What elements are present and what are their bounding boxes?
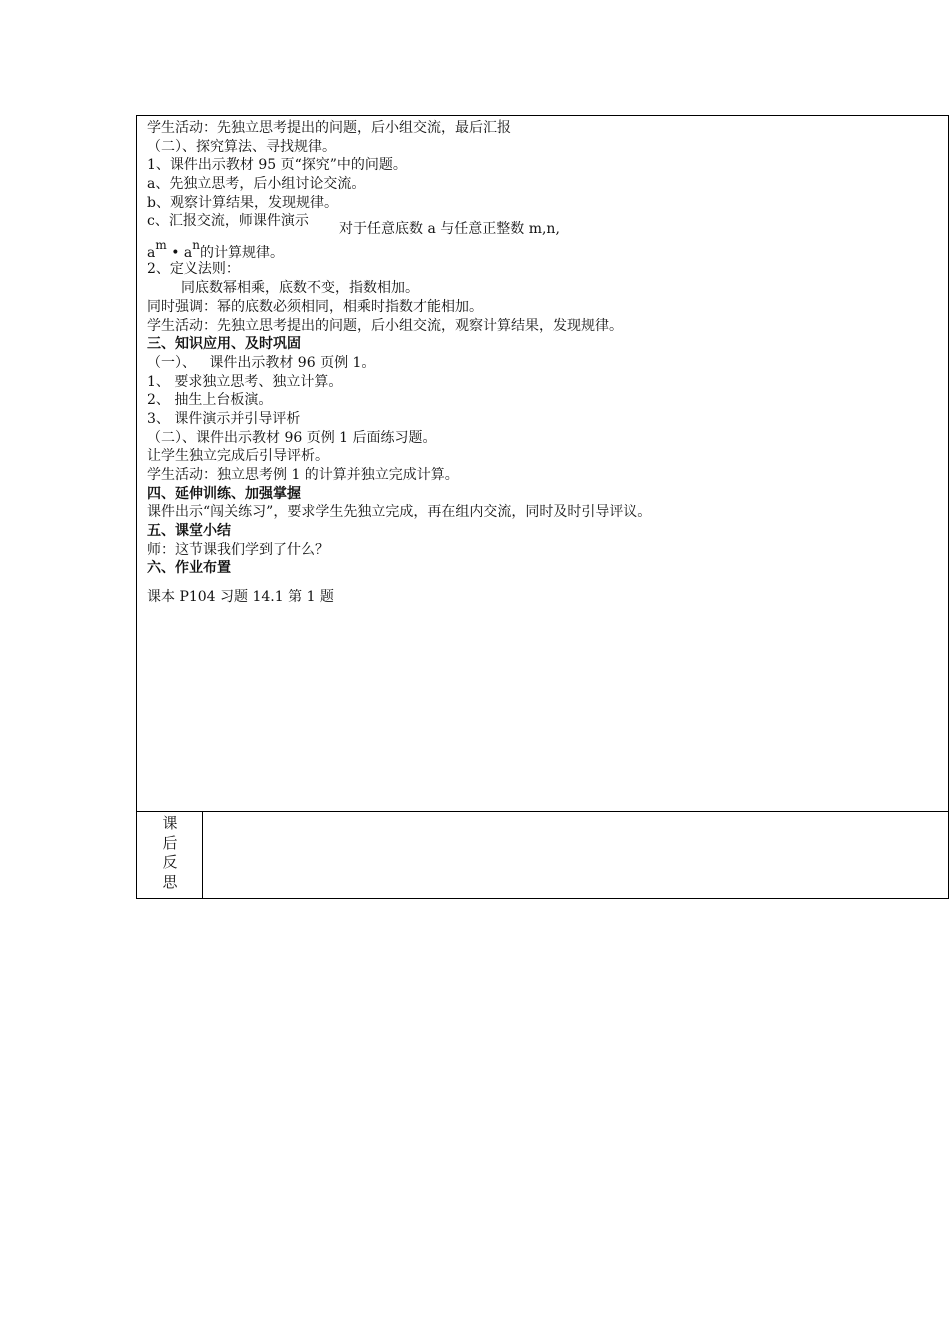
section-heading: 四、延伸训练、加强掌握 [147, 485, 301, 502]
text-line: 学生活动：先独立思考提出的问题，后小组交流，最后汇报 [147, 120, 511, 136]
homework-text: 课本 P104 习题 14.1 第 1 题 [147, 589, 334, 606]
rule-statement: 同底数幂相乘，底数不变，指数相加。 [181, 280, 419, 297]
text-line: 1、课件出示教材 95 页“探究”中的问题。 [147, 157, 407, 174]
text-line: 同时强调：幂的底数必须相同，相乘时指数才能相加。 [147, 298, 483, 315]
text-line: 学生活动：先独立思考提出的问题，后小组交流，观察计算结果，发现规律。 [147, 317, 623, 334]
text-line: （一）、 课件出示教材 96 页例 1。 [147, 354, 376, 371]
text-line: c、汇报交流，师课件演示 [147, 213, 309, 230]
lesson-plan-table [136, 115, 949, 899]
text-line: a、先独立思考，后小组讨论交流。 [147, 176, 366, 193]
text-line: 1、 要求独立思考、独立计算。 [147, 373, 343, 390]
section-heading: 五、课堂小结 [147, 523, 231, 540]
text-line: 2、 抽生上台板演。 [147, 392, 273, 409]
exponent-m: m [155, 238, 167, 253]
reflection-content-cell [203, 812, 948, 898]
power-formula [147, 238, 285, 262]
text-line: 学生活动：独立思考例 1 的计算并独立完成计算。 [147, 467, 459, 483]
text-line: （二）、课件出示教材 96 页例 1 后面练习题。 [147, 429, 437, 446]
reflection-label: 课后反思 [162, 814, 178, 891]
text-line: 对于任意底数 a 与任意正整数 m,n, [339, 221, 560, 238]
section-heading: 三、知识应用、及时巩固 [147, 336, 301, 353]
exponent-n: n [192, 238, 201, 253]
base-a: a [147, 245, 156, 262]
text-line: 课件出示“闯关练习”，要求学生先独立完成，再在组内交流，同时及时引导评议。 [147, 504, 652, 521]
text-line: b、观察计算结果，发现规律。 [147, 194, 338, 211]
lesson-content-cell [137, 116, 948, 812]
formula-tail: 的计算规律。 [200, 245, 285, 262]
text-line: 3、 课件演示并引导评析 [147, 410, 301, 427]
text-line: 让学生独立完成后引导评析。 [147, 448, 329, 465]
reflection-label-cell [137, 812, 203, 898]
formula-block [147, 212, 948, 260]
text-line: 2、定义法则： [147, 261, 240, 278]
text-line: 师：这节课我们学到了什么？ [147, 541, 329, 558]
multiply-dot: • [166, 245, 184, 262]
section-heading: 六、作业布置 [147, 560, 231, 577]
text-line: （二）、探究算法、寻找规律。 [147, 138, 336, 155]
base-a: a [183, 245, 193, 262]
